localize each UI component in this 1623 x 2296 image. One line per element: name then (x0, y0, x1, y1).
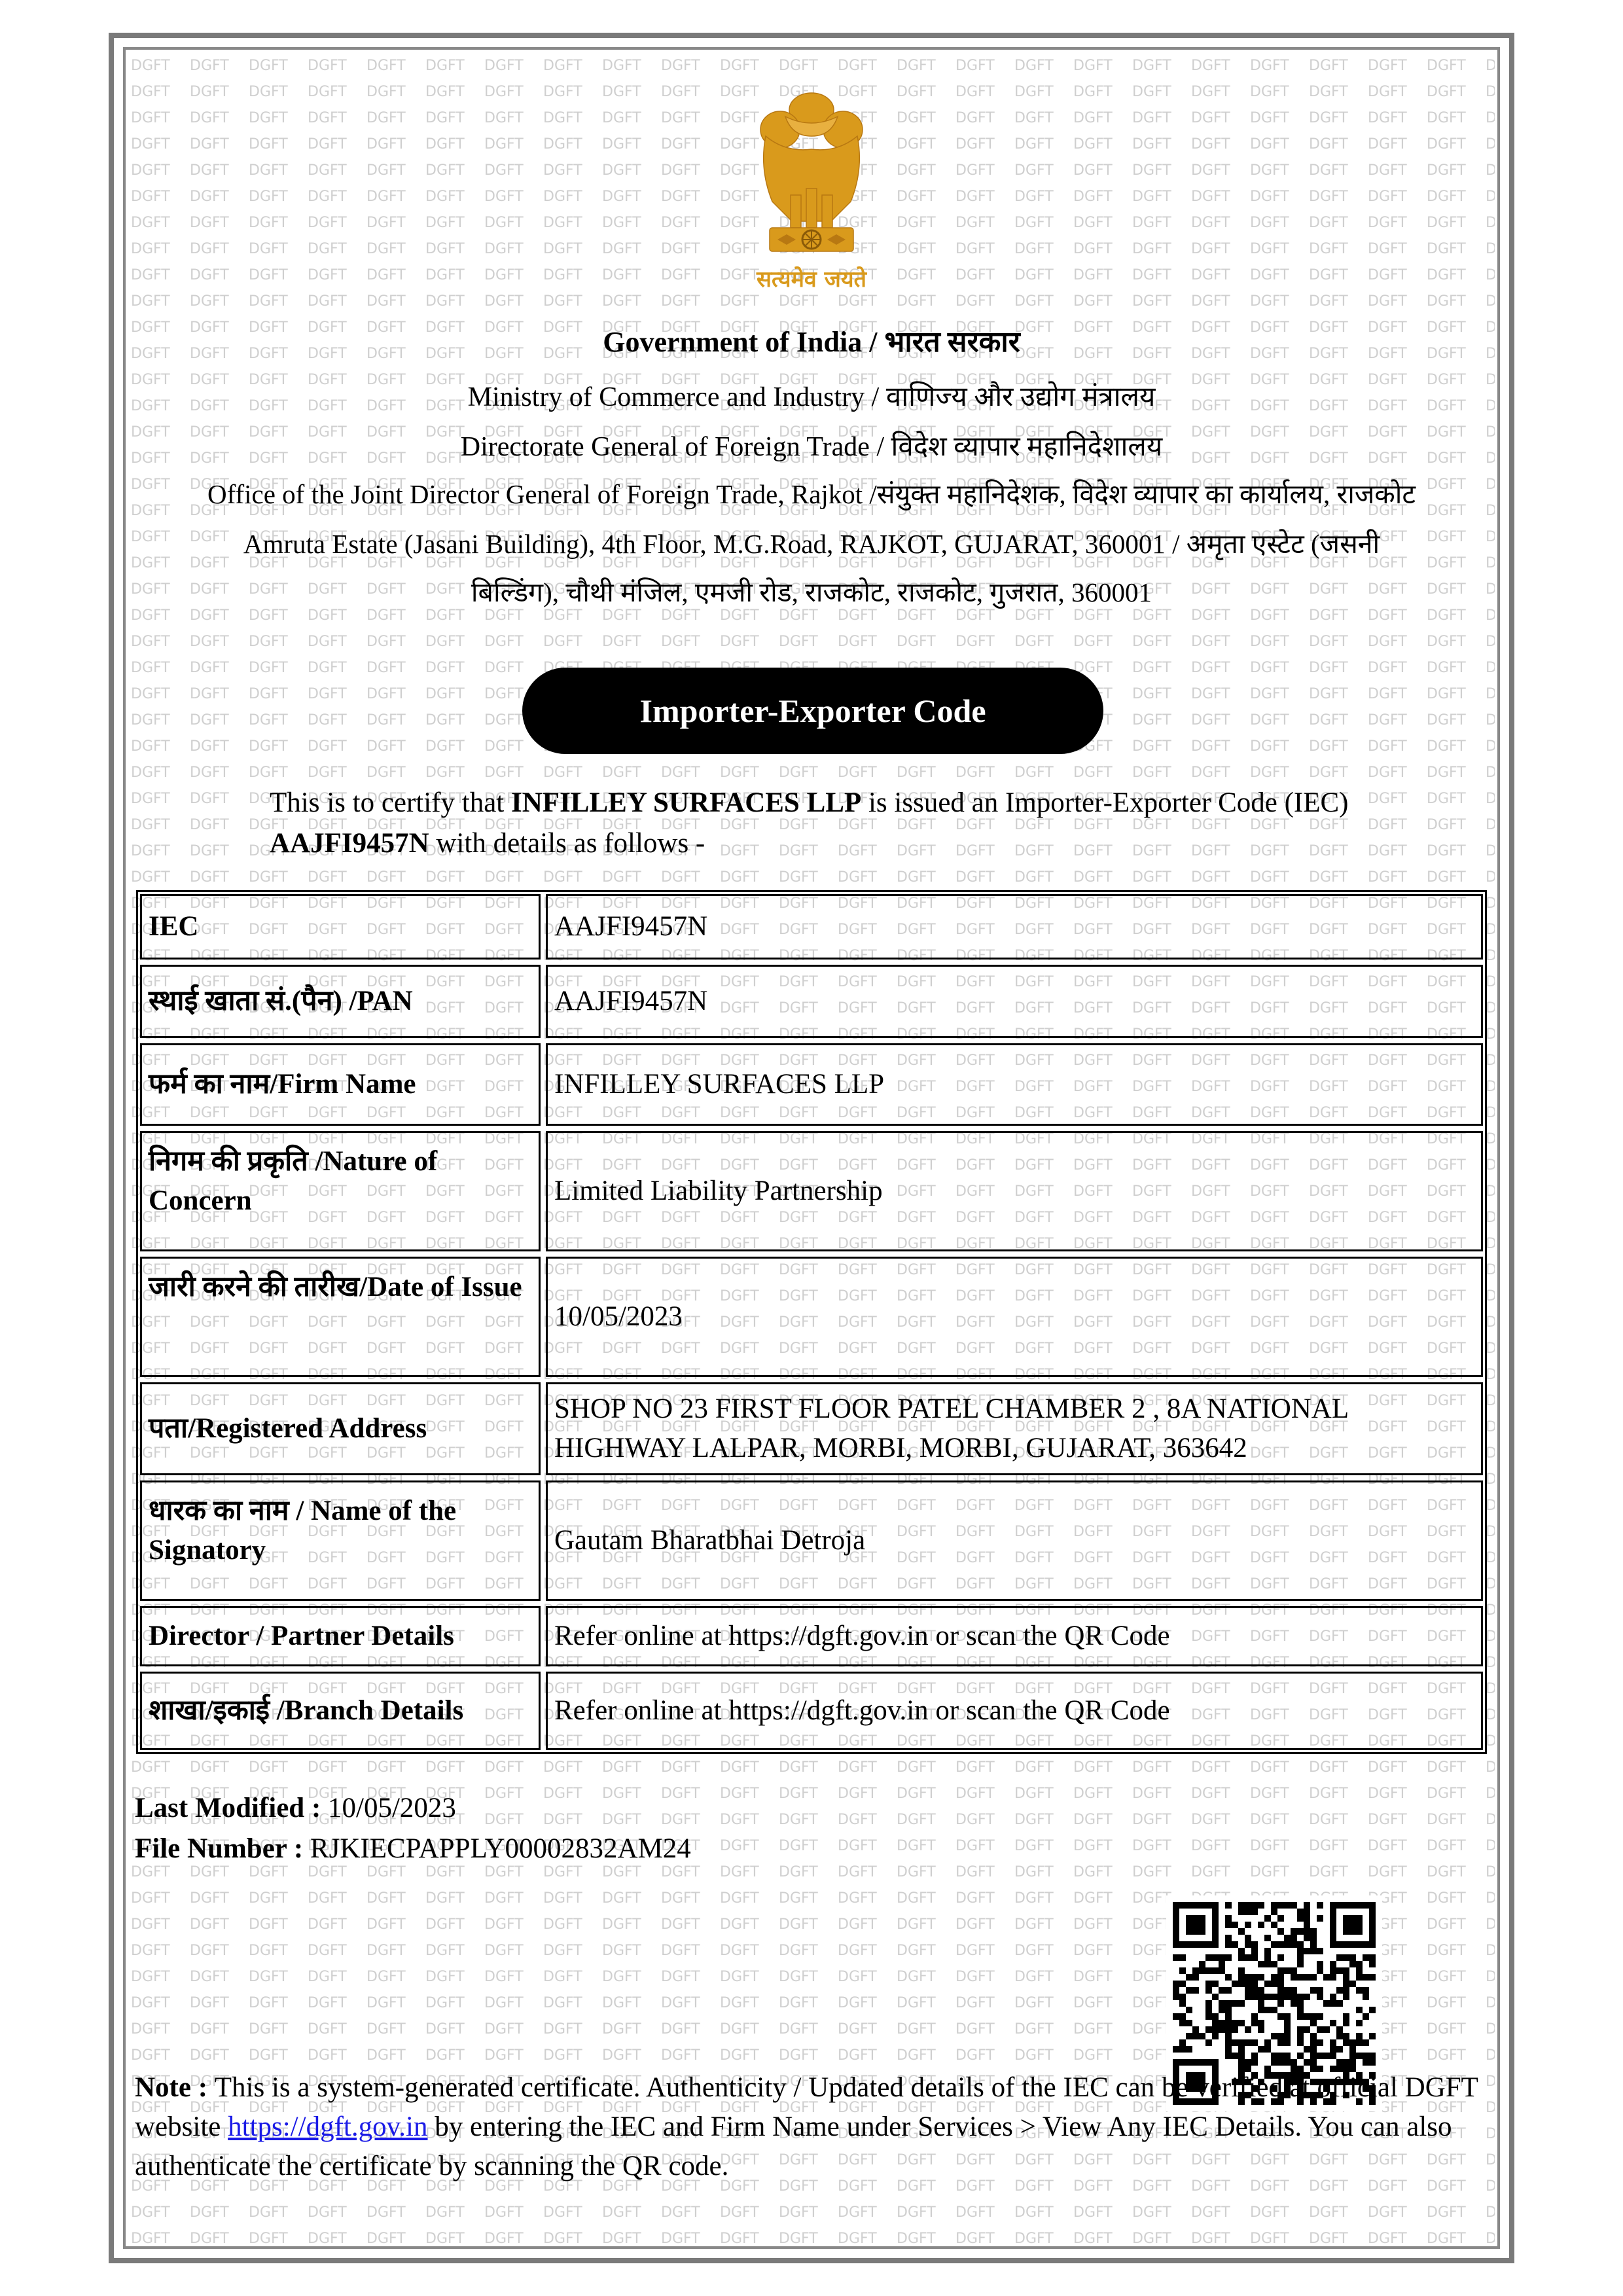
dgft-website-link[interactable]: https://dgft.gov.in (228, 2111, 428, 2142)
row-value: 10/05/2023 (546, 1257, 1483, 1377)
certification-statement: This is to certify that INFILLEY SURFACES LLP is issued an Importer-Exporter Code (IEC) AAJFI9457N with details as follows - (270, 787, 1349, 859)
national-emblem-icon (740, 90, 883, 300)
row-label: शाखा/इकाई /Branch Details (140, 1672, 541, 1750)
row-label: धारक का नाम / Name of the Signatory (140, 1480, 541, 1601)
row-label: Director / Partner Details (140, 1606, 541, 1666)
emblem-motto: सत्यमेव जयते (757, 266, 866, 293)
row-value: Refer online at https://dgft.gov.in or scan the QR Code (546, 1606, 1483, 1666)
table-row (140, 1131, 1483, 1251)
row-label: फर्म का नाम/Firm Name (140, 1043, 541, 1126)
office-address-line-1: Amruta Estate (Jasani Building), 4th Floor, M.G.Road, RAJKOT, GUJARAT, 360001 / अमृता एस्टेट (जसनी (243, 529, 1380, 559)
row-value: Limited Liability Partnership (546, 1131, 1483, 1251)
table-row (140, 965, 1483, 1038)
certificate-title: Importer-Exporter Code (639, 692, 986, 729)
directorate-line: Directorate General of Foreign Trade / विदेश व्यापार महानिदेशालय (460, 432, 1163, 462)
table-row (140, 894, 1483, 960)
row-value: AAJFI9457N (546, 894, 1483, 960)
office-address-line-2: बिल्डिंग), चौथी मंजिल, एमजी रोड, राजकोट, राजकोट, गुजरात, 360001 (471, 577, 1152, 607)
row-value: SHOP NO 23 FIRST FLOOR PATEL CHAMBER 2 , 8A NATIONAL HIGHWAY LALPAR, MORBI, MORBI, GUJARAT, 363642 (546, 1382, 1483, 1475)
office-line: Office of the Joint Director General of Foreign Trade, Rajkot /संयुक्त महानिदेशक, विदेश व्यापार का कार्यालय, राजकोट (207, 479, 1416, 509)
row-label: स्थाई खाता सं.(पैन) /PAN (140, 965, 541, 1038)
row-label: IEC (140, 894, 541, 960)
certified-iec: AAJFI9457N (270, 828, 429, 859)
ministry-line: Ministry of Commerce and Industry / वाणिज्य और उद्योग मंत्रालय (467, 382, 1156, 412)
last-modified-value: 10/05/2023 (328, 1793, 456, 1823)
certificate-title-banner (522, 668, 1103, 754)
table-row (140, 1672, 1483, 1750)
row-value: Gautam Bharatbhai Detroja (546, 1480, 1483, 1601)
row-value: INFILLEY SURFACES LLP (546, 1043, 1483, 1126)
row-label: जारी करने की तारीख/Date of Issue (140, 1257, 541, 1377)
certified-firm-name: INFILLEY SURFACES LLP (511, 787, 862, 818)
table-row (140, 1043, 1483, 1126)
table-row (140, 1480, 1483, 1601)
row-value: Refer online at https://dgft.gov.in or scan the QR Code (546, 1672, 1483, 1750)
row-value: AAJFI9457N (546, 965, 1483, 1038)
table-row (140, 1257, 1483, 1377)
file-number-value: RJKIECPAPPLY00002832AM24 (310, 1833, 691, 1864)
table-row (140, 1606, 1483, 1666)
note-paragraph: Note : This is a system-generated certificate. Authenticity / Updated details of the IEC can be verified at official DGFT website https://dgft.gov.in by entering the IEC and Firm Name under Services > View Any IEC Details. You can also authenticate the certificate by scanning the QR code. (135, 2072, 1478, 2181)
file-number: File Number : RJKIECPAPPLY00002832AM24 (135, 1833, 691, 1864)
row-label: पता/Registered Address (140, 1382, 541, 1475)
last-modified: Last Modified : 10/05/2023 (135, 1793, 456, 1823)
row-label: निगम की प्रकृति /Nature of Concern (140, 1131, 541, 1251)
government-heading: Government of India / भारत सरकार (603, 326, 1020, 358)
table-row (140, 1382, 1483, 1475)
